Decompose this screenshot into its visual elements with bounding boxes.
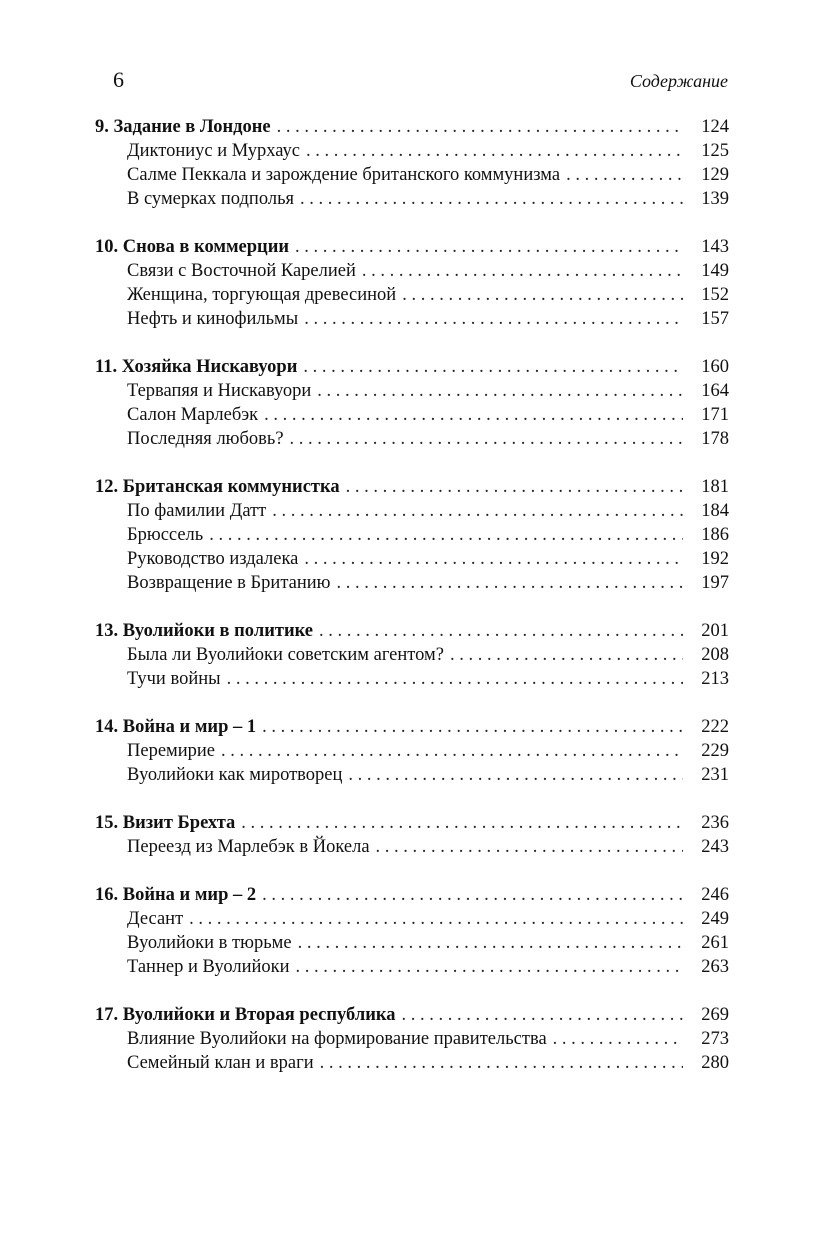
section-title: Переезд из Марлебэк в Йокела [127, 837, 370, 857]
section-page-number: 208 [701, 645, 729, 665]
section-title: Женщина, торгующая древесиной [127, 285, 397, 305]
section-page-number: 149 [701, 261, 729, 281]
section-page-number: 129 [701, 165, 729, 185]
toc-section-entry[interactable] [95, 139, 729, 163]
toc-chapter-entry[interactable] [95, 355, 729, 379]
section-page-number: 184 [701, 501, 729, 521]
chapter-title: 10. Снова в коммерции [95, 237, 290, 257]
toc-section-entry[interactable] [95, 379, 729, 403]
toc-chapter-entry[interactable] [95, 883, 729, 907]
toc-chapter-entry[interactable] [95, 715, 729, 739]
dot-leader [553, 1027, 683, 1051]
chapter-page-number: 269 [701, 1005, 729, 1025]
dot-leader [295, 235, 683, 259]
chapter-title: 9. Задание в Лондоне [95, 117, 271, 137]
section-page-number: 171 [701, 405, 729, 425]
section-title: Диктониус и Мурхаус [127, 141, 300, 161]
running-head: Содержание [629, 71, 728, 91]
dot-leader [319, 619, 683, 643]
section-page-number: 192 [701, 549, 729, 569]
toc-section-entry[interactable] [95, 283, 729, 307]
dot-leader [304, 547, 683, 571]
chapter-page-number: 222 [701, 717, 729, 737]
section-title: Руководство издалека [127, 549, 299, 569]
section-page-number: 178 [701, 429, 729, 449]
toc-section-entry[interactable] [95, 643, 729, 667]
toc-chapter-entry[interactable] [95, 475, 729, 499]
section-page-number: 231 [701, 765, 729, 785]
section-title: Вуолийоки как миротворец [127, 765, 343, 785]
dot-leader [566, 163, 683, 187]
table-of-contents [95, 115, 729, 1099]
dot-leader [362, 259, 683, 283]
toc-section-entry[interactable] [95, 259, 729, 283]
section-page-number: 273 [701, 1029, 729, 1049]
section-title: Последняя любовь? [127, 429, 284, 449]
toc-section-entry[interactable] [95, 571, 729, 595]
dot-leader [209, 523, 683, 547]
toc-section-entry[interactable] [95, 187, 729, 211]
section-page-number: 249 [701, 909, 729, 929]
dot-leader [306, 139, 683, 163]
section-title: В сумерках подполья [127, 189, 295, 209]
dot-leader [320, 1051, 683, 1075]
dot-leader [241, 811, 683, 835]
toc-chapter [95, 475, 729, 595]
section-title: Нефть и кинофильмы [127, 309, 299, 329]
dot-leader [300, 187, 683, 211]
dot-leader [303, 355, 683, 379]
toc-chapter-entry[interactable] [95, 115, 729, 139]
dot-leader [272, 499, 683, 523]
section-page-number: 229 [701, 741, 729, 761]
section-title: Брюссель [127, 525, 204, 545]
toc-chapter [95, 235, 729, 331]
dot-leader [277, 115, 683, 139]
section-title: Вуолийоки в тюрьме [127, 933, 292, 953]
toc-section-entry[interactable] [95, 739, 729, 763]
chapter-page-number: 160 [701, 357, 729, 377]
section-title: Перемирие [127, 741, 216, 761]
dot-leader [262, 715, 683, 739]
section-page-number: 125 [701, 141, 729, 161]
toc-section-entry[interactable] [95, 523, 729, 547]
toc-section-entry[interactable] [95, 1027, 729, 1051]
dot-leader [401, 1003, 683, 1027]
section-page-number: 152 [701, 285, 729, 305]
dot-leader [336, 571, 683, 595]
section-title: Возвращение в Британию [127, 573, 331, 593]
dot-leader [189, 907, 683, 931]
dot-leader [227, 667, 683, 691]
section-page-number: 280 [701, 1053, 729, 1073]
section-page-number: 139 [701, 189, 729, 209]
chapter-title: 16. Война и мир – 2 [95, 885, 257, 905]
section-title: Салон Марлебэк [127, 405, 259, 425]
toc-chapter [95, 715, 729, 787]
toc-chapter [95, 883, 729, 979]
dot-leader [290, 427, 683, 451]
toc-chapter-entry[interactable] [95, 619, 729, 643]
dot-leader [296, 955, 683, 979]
toc-section-entry[interactable] [95, 667, 729, 691]
chapter-page-number: 143 [701, 237, 729, 257]
dot-leader [450, 643, 683, 667]
toc-section-entry[interactable] [95, 955, 729, 979]
section-title: Салме Пеккала и зарождение британского коммунизма [127, 165, 561, 185]
toc-section-entry[interactable] [95, 547, 729, 571]
toc-section-entry[interactable] [95, 427, 729, 451]
chapter-title: 15. Визит Брехта [95, 813, 236, 833]
chapter-page-number: 236 [701, 813, 729, 833]
section-title: Тучи войны [127, 669, 221, 689]
chapter-page-number: 181 [701, 477, 729, 497]
dot-leader [304, 307, 683, 331]
chapter-page-number: 246 [701, 885, 729, 905]
toc-chapter [95, 1003, 729, 1075]
page-number: 6 [113, 67, 124, 92]
section-page-number: 197 [701, 573, 729, 593]
toc-chapter [95, 355, 729, 451]
section-page-number: 164 [701, 381, 729, 401]
section-title: Таннер и Вуолийоки [127, 957, 290, 977]
toc-section-entry[interactable] [95, 499, 729, 523]
toc-section-entry[interactable] [95, 835, 729, 859]
dot-leader [221, 739, 683, 763]
toc-chapter [95, 619, 729, 691]
section-title: Влияние Вуолийоки на формирование правительства [127, 1029, 547, 1049]
chapter-title: 12. Британская коммунистка [95, 477, 340, 497]
toc-chapter-entry[interactable] [95, 811, 729, 835]
toc-section-entry[interactable] [95, 907, 729, 931]
section-page-number: 243 [701, 837, 729, 857]
dot-leader [317, 379, 683, 403]
section-title: Была ли Вуолийоки советским агентом? [127, 645, 444, 665]
section-page-number: 186 [701, 525, 729, 545]
toc-section-entry[interactable] [95, 763, 729, 787]
section-title: Тервапяя и Нискавуори [127, 381, 312, 401]
toc-chapter-entry[interactable] [95, 235, 729, 259]
toc-chapter [95, 115, 729, 211]
chapter-title: 11. Хозяйка Нискавуори [95, 357, 298, 377]
toc-section-entry[interactable] [95, 931, 729, 955]
toc-section-entry[interactable] [95, 163, 729, 187]
chapter-title: 14. Война и мир – 1 [95, 717, 257, 737]
dot-leader [376, 835, 683, 859]
section-title: Десант [127, 909, 184, 929]
chapter-page-number: 124 [701, 117, 729, 137]
toc-chapter [95, 811, 729, 859]
dot-leader [298, 931, 683, 955]
section-title: По фамилии Датт [127, 501, 267, 521]
section-title: Семейный клан и враги [127, 1053, 314, 1073]
chapter-title: 17. Вуолийоки и Вторая республика [95, 1005, 396, 1025]
dot-leader [402, 283, 683, 307]
dot-leader [346, 475, 683, 499]
toc-chapter-entry[interactable] [95, 1003, 729, 1027]
toc-section-entry[interactable] [95, 1051, 729, 1075]
chapter-title: 13. Вуолийоки в политике [95, 621, 314, 641]
section-page-number: 263 [701, 957, 729, 977]
section-page-number: 261 [701, 933, 729, 953]
toc-section-entry[interactable] [95, 403, 729, 427]
toc-section-entry[interactable] [95, 307, 729, 331]
section-page-number: 213 [701, 669, 729, 689]
section-page-number: 157 [701, 309, 729, 329]
chapter-page-number: 201 [701, 621, 729, 641]
dot-leader [264, 403, 683, 427]
dot-leader [348, 763, 683, 787]
dot-leader [262, 883, 683, 907]
section-title: Связи с Восточной Карелией [127, 261, 356, 281]
